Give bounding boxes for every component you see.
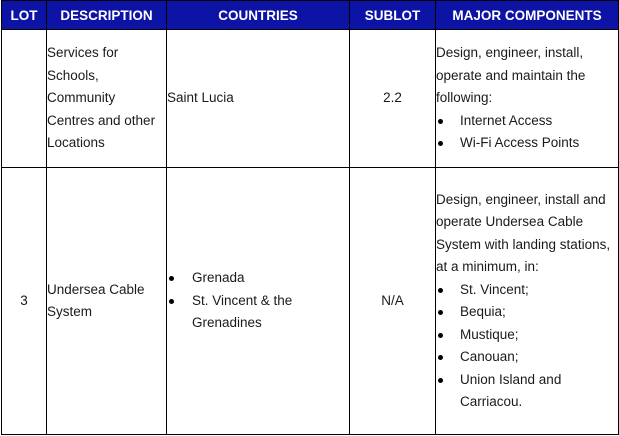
major-components-list: [436, 110, 618, 155]
major-components-cell: [436, 30, 619, 168]
lots-table: [1, 0, 619, 435]
major-components-cell: [436, 168, 619, 435]
list-item-label: Grenada: [192, 270, 245, 286]
bullet-icon: [438, 288, 443, 293]
bullet-icon: [438, 378, 443, 383]
header-countries: COUNTRIES: [167, 1, 350, 30]
header-sublot: SUBLOT: [350, 1, 436, 30]
list-item-label: Wi-Fi Access Points: [460, 135, 580, 151]
list-item-label: Mustique;: [460, 326, 519, 342]
list-item-label: Internet Access: [460, 112, 553, 128]
list-item: [436, 301, 618, 324]
table-row: [2, 30, 619, 168]
header-major-components: MAJOR COMPONENTS: [436, 1, 619, 30]
list-item-label: Union Island and Carriacou.: [460, 371, 562, 409]
bullet-icon: [438, 119, 443, 124]
header-description: DESCRIPTION: [47, 1, 167, 30]
description-cell: Services for Schools, Community Centres and other Locations: [47, 30, 167, 168]
bullet-icon: [438, 355, 443, 360]
list-item: [436, 132, 618, 155]
list-item-label: St. Vincent & the Grenadines: [192, 292, 293, 331]
header-lot: LOT: [2, 1, 47, 30]
bullet-icon: [438, 310, 443, 315]
list-item: [436, 279, 618, 302]
bullet-icon: [169, 276, 174, 281]
sublot-cell: 2.2: [350, 30, 436, 168]
countries-cell: [167, 168, 350, 435]
list-item: [436, 346, 618, 369]
list-item: [436, 369, 618, 414]
description-cell: Undersea Cable System: [47, 168, 167, 435]
list-item: [167, 290, 349, 335]
list-item: [436, 110, 618, 133]
major-components-intro: Design, engineer, install and operate Undersea Cable System with landing stations, at a minimum, in:: [436, 191, 611, 274]
bullet-icon: [438, 333, 443, 338]
list-item-label: Canouan;: [460, 349, 519, 364]
list-item-label: Bequia;: [460, 304, 506, 319]
major-components-intro: Design, engineer, install, operate and maintain the following:: [436, 45, 586, 106]
list-item-label: St. Vincent;: [460, 281, 529, 297]
lot-cell: 3: [2, 168, 47, 435]
header-row: [2, 1, 619, 30]
bullet-icon: [438, 141, 443, 146]
table-row: [2, 168, 619, 435]
sublot-cell: N/A: [350, 168, 436, 435]
bullet-icon: [169, 299, 174, 304]
lot-cell: [2, 30, 47, 168]
countries-cell: Saint Lucia: [167, 30, 350, 168]
list-item: [436, 324, 618, 347]
countries-list: [167, 267, 349, 335]
major-components-list: [436, 279, 618, 414]
list-item: [167, 267, 349, 290]
